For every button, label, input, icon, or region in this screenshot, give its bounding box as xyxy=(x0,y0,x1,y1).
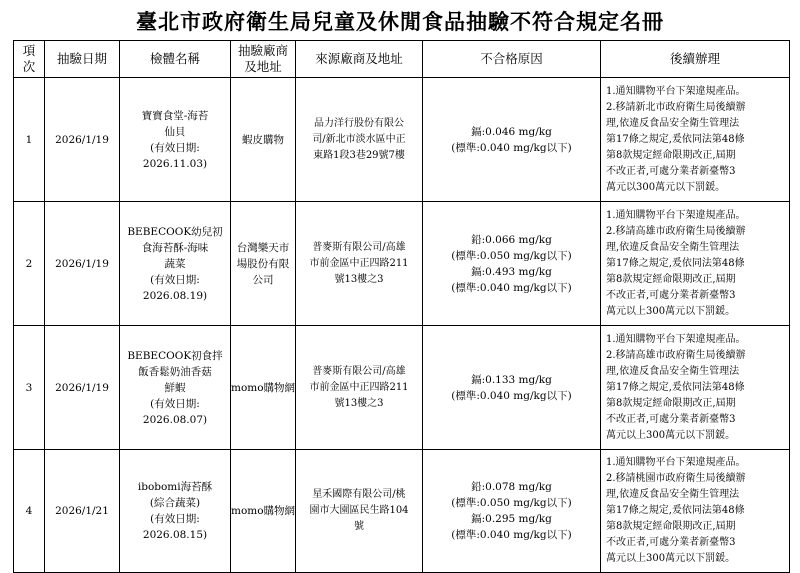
cell-source: 品力洋行股份有限公 司/新北市淡水區中正 東路1段3巷29號7樓 xyxy=(296,78,423,202)
page-title: 臺北市政府衛生局兒童及休閒食品抽驗不符合規定名冊 xyxy=(136,10,664,34)
cell-date: 2026/1/21 xyxy=(45,450,120,573)
cell-date: 2026/1/19 xyxy=(45,202,120,326)
cell-reason: 鉛:0.078 mg/kg (標準:0.050 mg/kg以下) 鎘:0.295 mg/kg (標準:0.040 mg/kg以下) xyxy=(423,450,601,573)
cell-reason: 鎘:0.133 mg/kg (標準:0.040 mg/kg以下) xyxy=(423,326,601,450)
table-row xyxy=(14,450,790,573)
cell-date: 2026/1/19 xyxy=(45,78,120,202)
cell-seller: 台灣樂天市 場股份有限 公司 xyxy=(231,202,296,326)
cell-source: 普麥斯有限公司/高雄 市前金區中正四路211 號13樓之3 xyxy=(296,326,423,450)
cell-no: 2 xyxy=(14,202,45,326)
cell-product: ibobomi海苔酥 (綜合蔬菜) (有效日期: 2026.08.15) xyxy=(120,450,231,573)
cell-reason: 鎘:0.046 mg/kg (標準:0.040 mg/kg以下) xyxy=(423,78,601,202)
header-seller: 抽驗廠商 及地址 xyxy=(231,41,296,78)
cell-followup: 1.通知購物平台下架違規產品。 2.移請高雄市政府衛生局後續辦 理,依違反食品安全衛生管理法 第17條之規定,爰依同法第48條 第8款規定經命限期改正,屆期 不改正者,可處分業者新臺幣3 萬元以上300萬元以下罰鍰。 xyxy=(601,326,790,450)
header-no: 項 次 xyxy=(14,41,45,78)
cell-product: BEBECOOK幼兒初 食海苔酥-海味 蔬菜 (有效日期: 2026.08.19) xyxy=(120,202,231,326)
cell-no: 3 xyxy=(14,326,45,450)
cell-no: 4 xyxy=(14,450,45,573)
cell-seller: momo購物網 xyxy=(231,326,296,450)
cell-source: 普麥斯有限公司/高雄 市前金區中正四路211 號13樓之3 xyxy=(296,202,423,326)
cell-followup: 1.通知購物平台下架違規產品。 2.移請新北市政府衛生局後續辦 理,依違反食品安全衛生管理法 第17條之規定,爰依同法第48條 第8款規定經命限期改正,屆期 不改正者,可處分業者新臺幣3 萬元以300萬元以下罰鍰。 xyxy=(601,78,790,202)
cell-date: 2026/1/19 xyxy=(45,326,120,450)
cell-seller: 蝦皮購物 xyxy=(231,78,296,202)
cell-reason: 鉛:0.066 mg/kg (標準:0.050 mg/kg以下) 鎘:0.493 mg/kg (標準:0.040 mg/kg以下) xyxy=(423,202,601,326)
header-reason: 不合格原因 xyxy=(423,41,601,78)
header-source: 來源廠商及地址 xyxy=(296,41,423,78)
noncompliance-table xyxy=(13,40,790,573)
cell-followup: 1.通知購物平台下架違規產品。 2.移請桃園市政府衛生局後續辦 理,依違反食品安全衛生管理法 第17條之規定,爰依同法第48條 第8款規定經命限期改正,屆期 不改正者,可處分業者新臺幣3 萬元以上300萬元以下罰鍰。 xyxy=(601,450,790,573)
cell-seller: momo購物網 xyxy=(231,450,296,573)
cell-followup: 1.通知購物平台下架違規產品。 2.移請高雄市政府衛生局後續辦 理,依違反食品安全衛生管理法 第17條之規定,爰依同法第48條 第8款規定經命限期改正,屆期 不改正者,可處分業者新臺幣3 萬元以上300萬元以下罰鍰。 xyxy=(601,202,790,326)
table-row xyxy=(14,202,790,326)
header-product: 檢體名稱 xyxy=(120,41,231,78)
cell-no: 1 xyxy=(14,78,45,202)
cell-product: BEBECOOK初食拌 飯香鬆奶油香菇 鮮蝦 (有效日期: 2026.08.07) xyxy=(120,326,231,450)
header-row xyxy=(14,41,790,78)
cell-product: 寶寶食堂-海苔 仙貝 (有效日期: 2026.11.03) xyxy=(120,78,231,202)
table-row xyxy=(14,326,790,450)
cell-source: 星禾國際有限公司/桃 園市大園區民生路104 號 xyxy=(296,450,423,573)
header-followup: 後續辦理 xyxy=(601,41,790,78)
header-date: 抽驗日期 xyxy=(45,41,120,78)
table-row xyxy=(14,78,790,202)
